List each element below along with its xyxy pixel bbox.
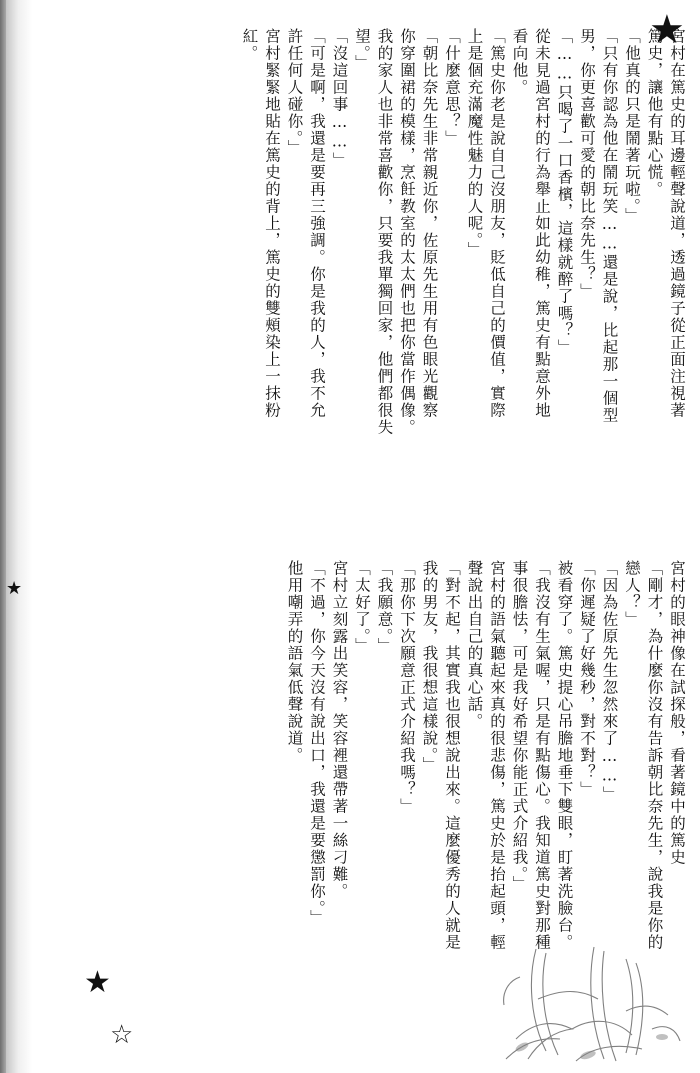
text-column: 他用嘲弄的語氣低聲說道。: [285, 560, 304, 764]
text-column: 「什麼意思？」: [443, 28, 461, 147]
star-icon-bottom-left: ★: [84, 965, 111, 1000]
text-column: 「……只喝了一口香檳，這樣就醉了嗎？」: [555, 28, 574, 356]
text-column: 「那你下次願意正式介紹我嗎？」: [398, 560, 416, 815]
text-column: 「只有你認為他在鬧玩笑……還是說，比起那一個型: [600, 28, 619, 424]
star-icon-top-right: ★: [649, 7, 685, 53]
text-column: 聲說出自己的真心話。: [465, 560, 484, 730]
star-icon-mid-left: ★: [6, 578, 23, 599]
text-column: 「你遲疑了好幾秒，對不對？」: [578, 560, 596, 798]
text-column: 我的家人也非常喜歡你，只要我單獨回家，他們都很失: [375, 28, 394, 436]
text-column: 「對不起，其實我也很想說出來。這麼優秀的人就是: [443, 560, 461, 951]
text-column: 許任何人碰你。」: [285, 28, 304, 157]
text-column: 望。」: [353, 28, 371, 72]
text-column: 紅。: [240, 28, 259, 62]
text-column: 宮村的眼神像在試探般，看著鏡中的篤史: [668, 560, 686, 866]
text-column: 「沒這回事……」: [330, 28, 349, 169]
text-column: 我的男友，我很想這樣說。」: [420, 560, 439, 774]
text-column: 篤史，讓他有點心慌。: [645, 28, 664, 198]
text-column: 從未見過宮村的行為舉止如此幼稚，篤史有點意外地: [533, 28, 551, 419]
text-column: 戀人？」: [623, 560, 641, 628]
text-column: 看向他。: [510, 28, 529, 96]
text-column: 「不過，你今天沒有說出口，我還是要懲罰你。」: [308, 560, 326, 927]
text-column: 男，你更喜歡可愛的朝比奈先生？」: [578, 28, 596, 300]
text-column: 「朝比奈先生非常親近你，佐原先生用有色眼光觀察: [420, 28, 439, 419]
text-column: 「他真的只是鬧著玩啦。」: [623, 28, 641, 225]
text-block-top: [234, 28, 684, 548]
text-column: 「太好了。」: [353, 560, 371, 655]
text-column: 「因為佐原先生忽然來了……」: [600, 560, 619, 803]
text-block-bottom: [279, 560, 684, 1030]
text-column: 「剛才，為什麼你沒有告訴朝比奈先生，說我是你的: [645, 560, 664, 951]
text-column: 「可是啊，我還是要再三強調。你是我的人，我不允: [308, 28, 326, 419]
text-column: 宮村緊緊地貼在篤史的背上，篤史的雙頰染上一抹粉: [263, 28, 281, 419]
text-column: 宮村的語氣聽起來真的很悲傷，篤史於是抬起頭，輕: [488, 560, 506, 951]
text-column: 「篤史你老是說自己沒朋友，貶低自己的價值，實際: [488, 28, 506, 419]
text-column: 你穿圍裙的模樣，烹飪教室的太太們也把你當作偶像。: [398, 28, 416, 436]
page-edge: [0, 0, 6, 1073]
text-column: 被看穿了。篤史提心吊膽地垂下雙眼，盯著洗臉台。: [555, 560, 574, 951]
text-column: 上是個充滿魔性魅力的人呢。」: [465, 28, 484, 259]
text-column: 宮村立刻露出笑容，笑容裡還帶著一絲刁難。: [330, 560, 349, 900]
text-column: 宮村在篤史的耳邊輕聲說道，透過鏡子從正面注視著: [668, 28, 686, 419]
text-column: 「我沒有生氣喔，只是有點傷心。我知道篤史對那種: [533, 560, 551, 951]
star-outline-icon-bottom-left: ☆: [110, 1020, 134, 1050]
text-column: 事很膽怯，可是我好希望你能正式介紹我。」: [510, 560, 529, 893]
text-column: 「我願意。」: [375, 560, 394, 655]
